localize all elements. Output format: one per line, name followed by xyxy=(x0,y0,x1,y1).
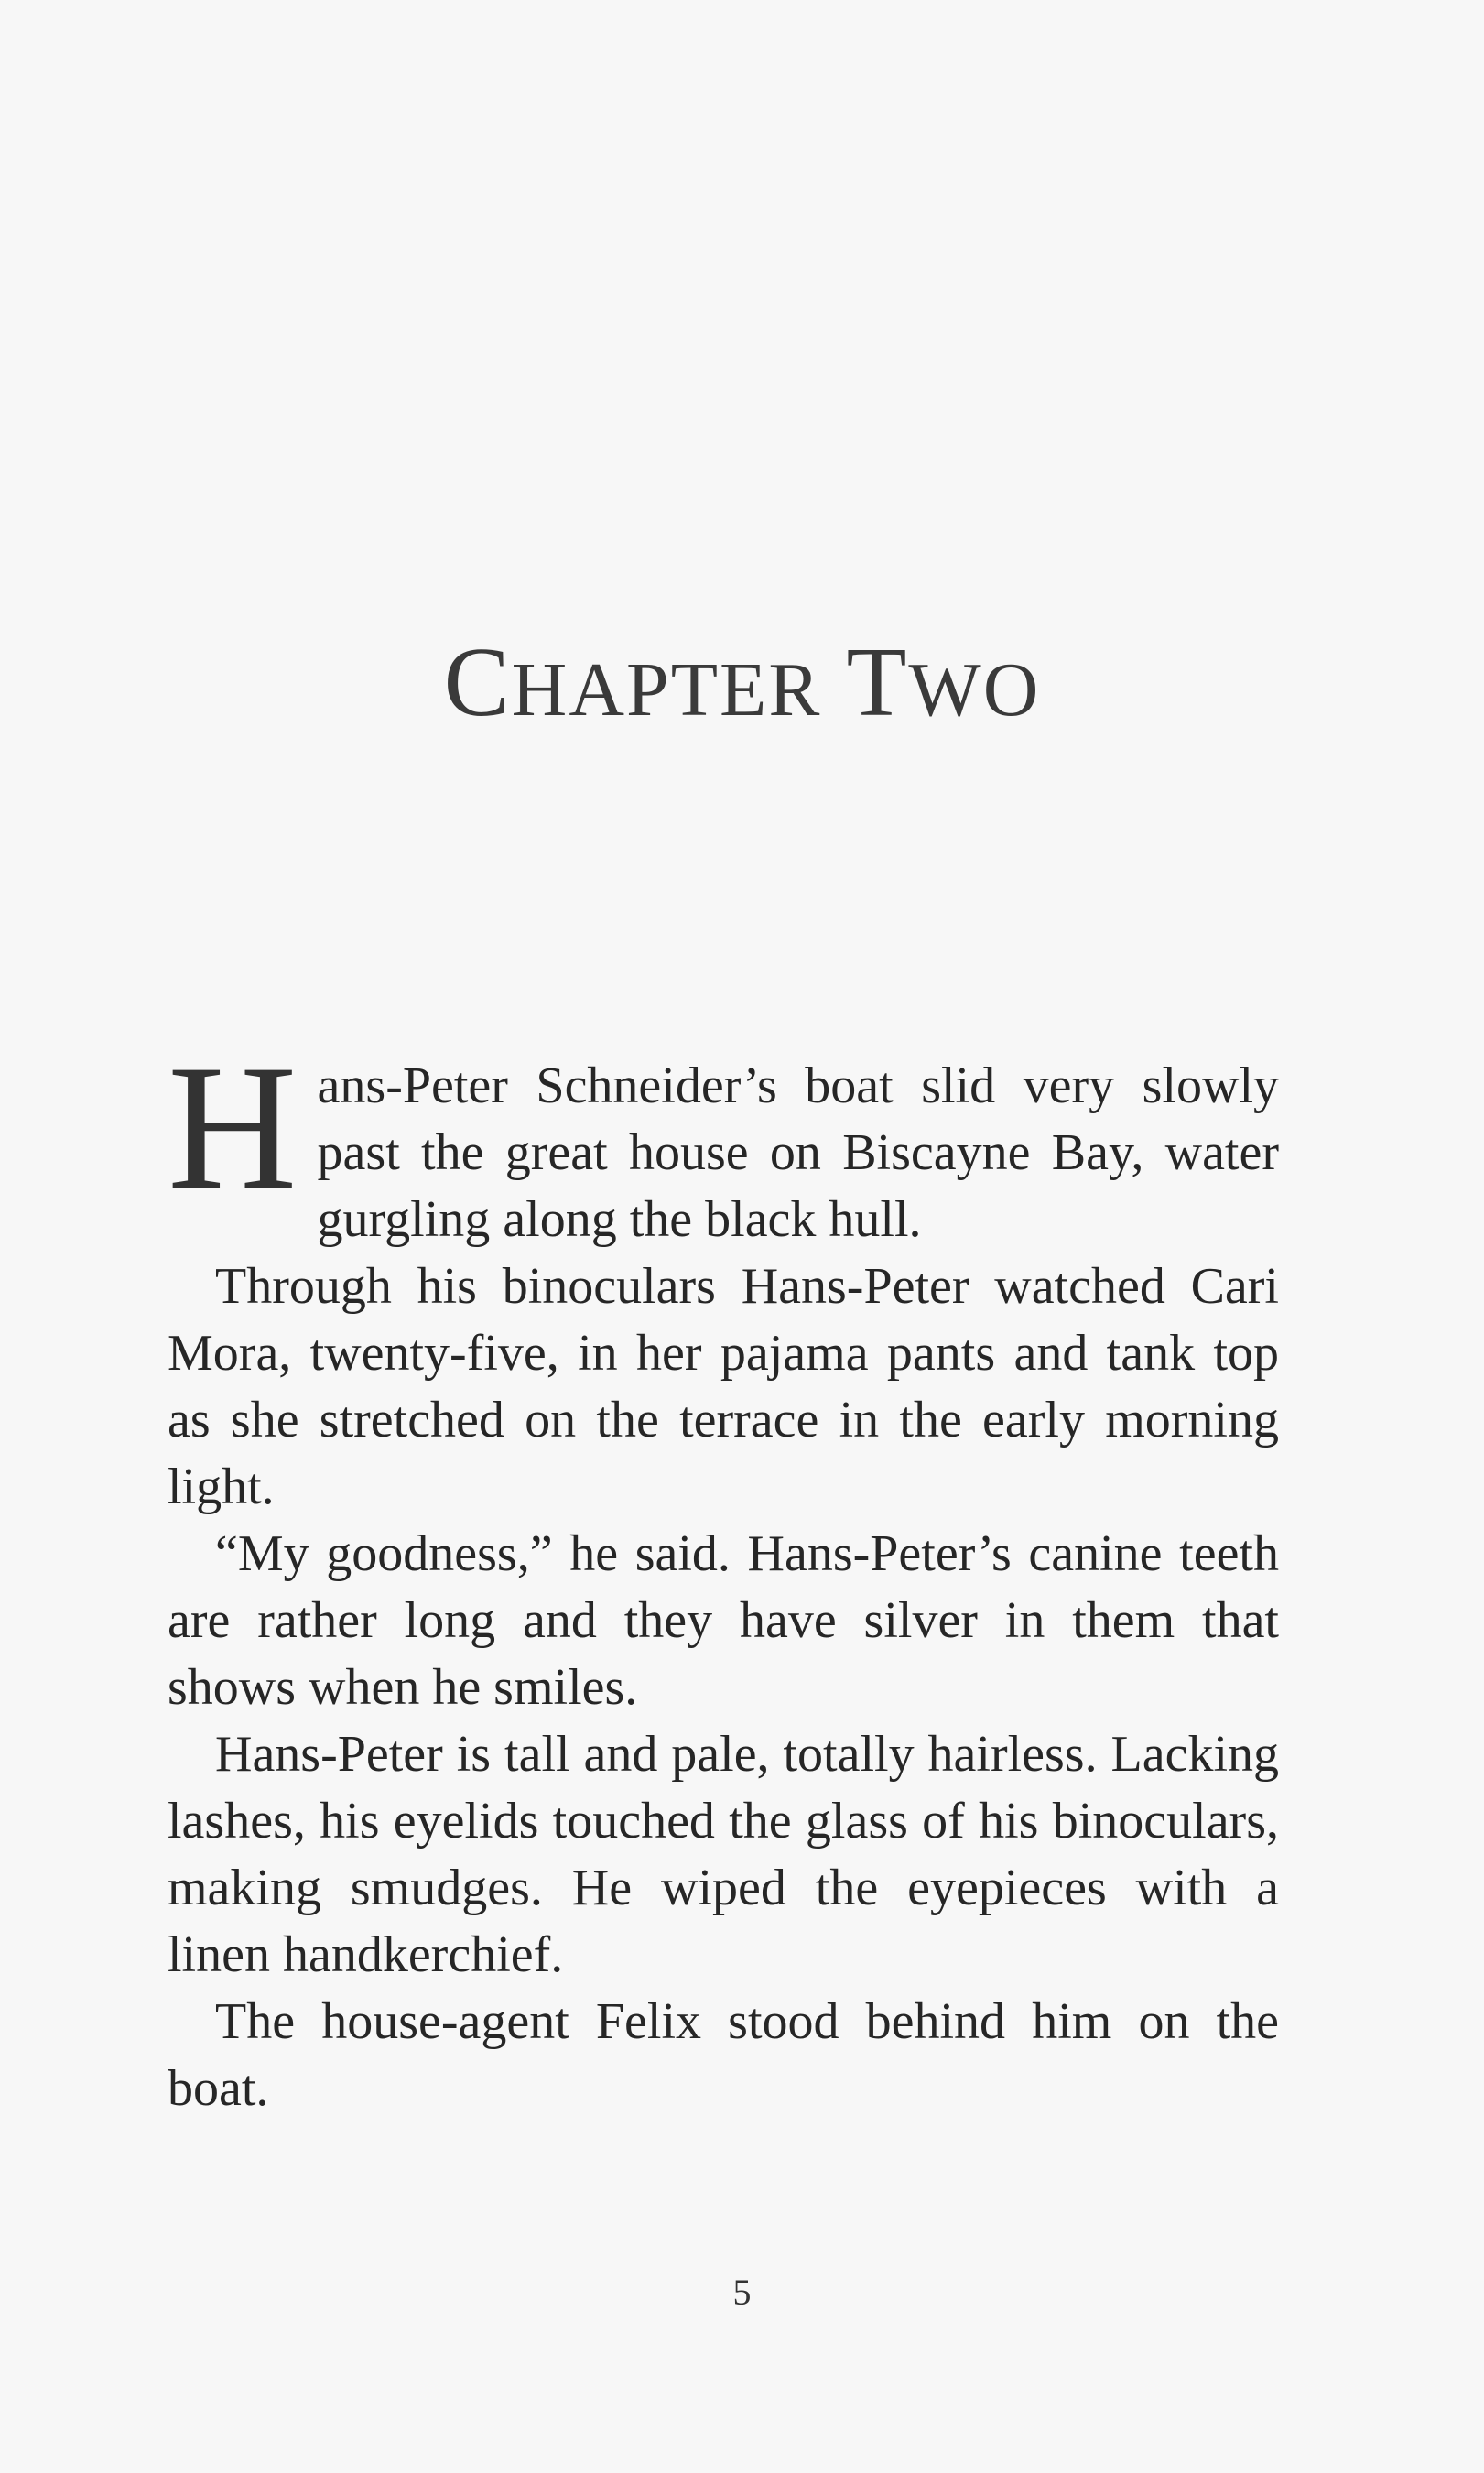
paragraph: Through his binoculars Hans-Peter watched Cari Mora, twenty-five, in her pajama pants and tank top as she stretched on the terrace in the early morning light. xyxy=(168,1258,1279,1515)
paragraph: Hans-Peter is tall and pale, totally hairless. Lacking lashes, his eyelids touched the glass of his binoculars, making smudges. He wiped the eyepieces with a linen handkerchief. xyxy=(168,1726,1279,1983)
chapter-title-word: WO xyxy=(908,647,1041,733)
chapter-title xyxy=(0,628,1484,738)
paragraph xyxy=(168,1028,1279,1253)
paragraph: The house-agent Felix stood behind him on the boat. xyxy=(168,1993,1279,2117)
page-number: 5 xyxy=(732,2272,752,2313)
chapter-title-initial: T xyxy=(846,628,909,738)
drop-cap: H xyxy=(168,1028,298,1227)
paragraph-text: ans-Peter Schneider’s boat slid very slowly past the great house on Biscayne Bay, water gurgling along the black hull. xyxy=(317,1058,1279,1248)
chapter-body xyxy=(168,1028,1279,2122)
chapter-title-initial: C xyxy=(443,628,512,738)
paragraph: “My goodness,” he said. Hans-Peter’s canine teeth are rather long and they have silver in them that shows when he smiles. xyxy=(168,1525,1279,1716)
chapter-title-word: HAPTER xyxy=(511,647,822,733)
